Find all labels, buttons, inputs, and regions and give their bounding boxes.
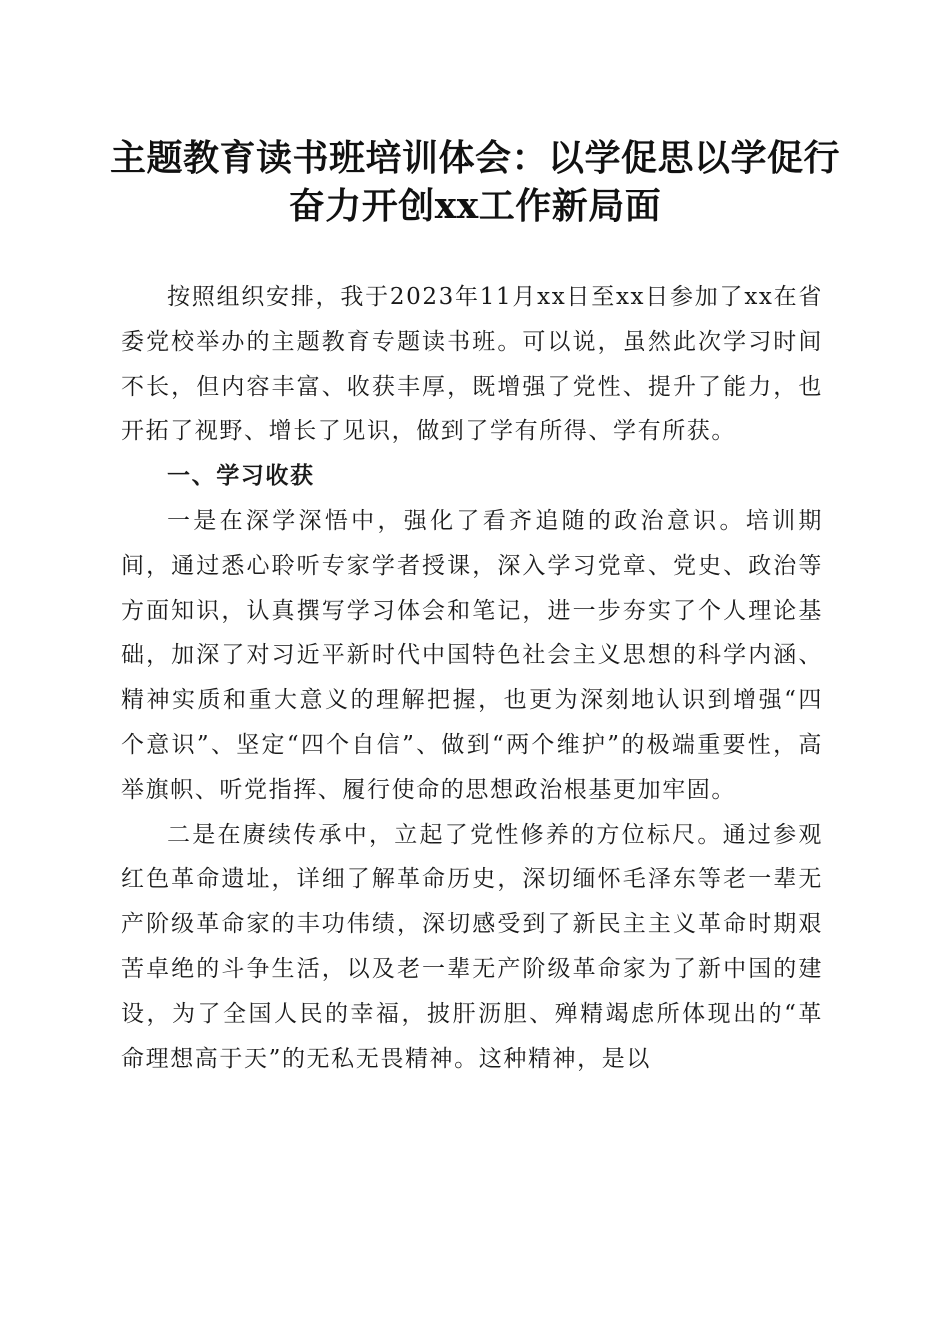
document-title: [100, 134, 850, 230]
title-line-2: 奋力开创xx工作新局面: [288, 185, 662, 227]
intro-paragraph: 按照组织安排，我于2023年11月xx日至xx日参加了xx在省委党校举办的主题教育专题读书班。可以说，虽然此次学习时间不长，但内容丰富、收获丰厚，既增强了党性、提升了能力，也开拓了视野、增长了见识，做到了学有所得、学有所获。: [121, 284, 823, 445]
body-paragraph: 二是在赓续传承中，立起了党性修养的方位标尺。通过参观红色革命遗址，详细了解革命历史，深切缅怀毛泽东等老一辈无产阶级革命家的丰功伟绩，深切感受到了新民主主义革命时期艰苦卓绝的斗争生活，以及老一辈无产阶级革命家为了新中国的建设，为了全国人民的幸福，披肝沥胆、殚精竭虑所体现出的“革命理想高于天”的无私无畏精神。这种精神，是以: [121, 821, 823, 1072]
title-line-1: 主题教育读书班培训体会：以学促思以学促行: [109, 137, 840, 179]
body-paragraph: 一是在深学深悟中，强化了看齐追随的政治意识。培训期间，通过悉心聆听专家学者授课，深入学习党章、党史、政治等方面知识，认真撰写学习体会和笔记，进一步夯实了个人理论基础，加深了对习近平新时代中国特色社会主义思想的科学内涵、精神实质和重大意义的理解把握，也更为深刻地认识到增强“四个意识”、坚定“四个自信”、做到“两个维护”的极端重要性，高举旗帜、听党指挥、履行使命的思想政治根基更加牢固。: [121, 507, 823, 803]
document-body: [121, 275, 823, 1081]
section-heading: 一、学习收获: [167, 463, 315, 490]
